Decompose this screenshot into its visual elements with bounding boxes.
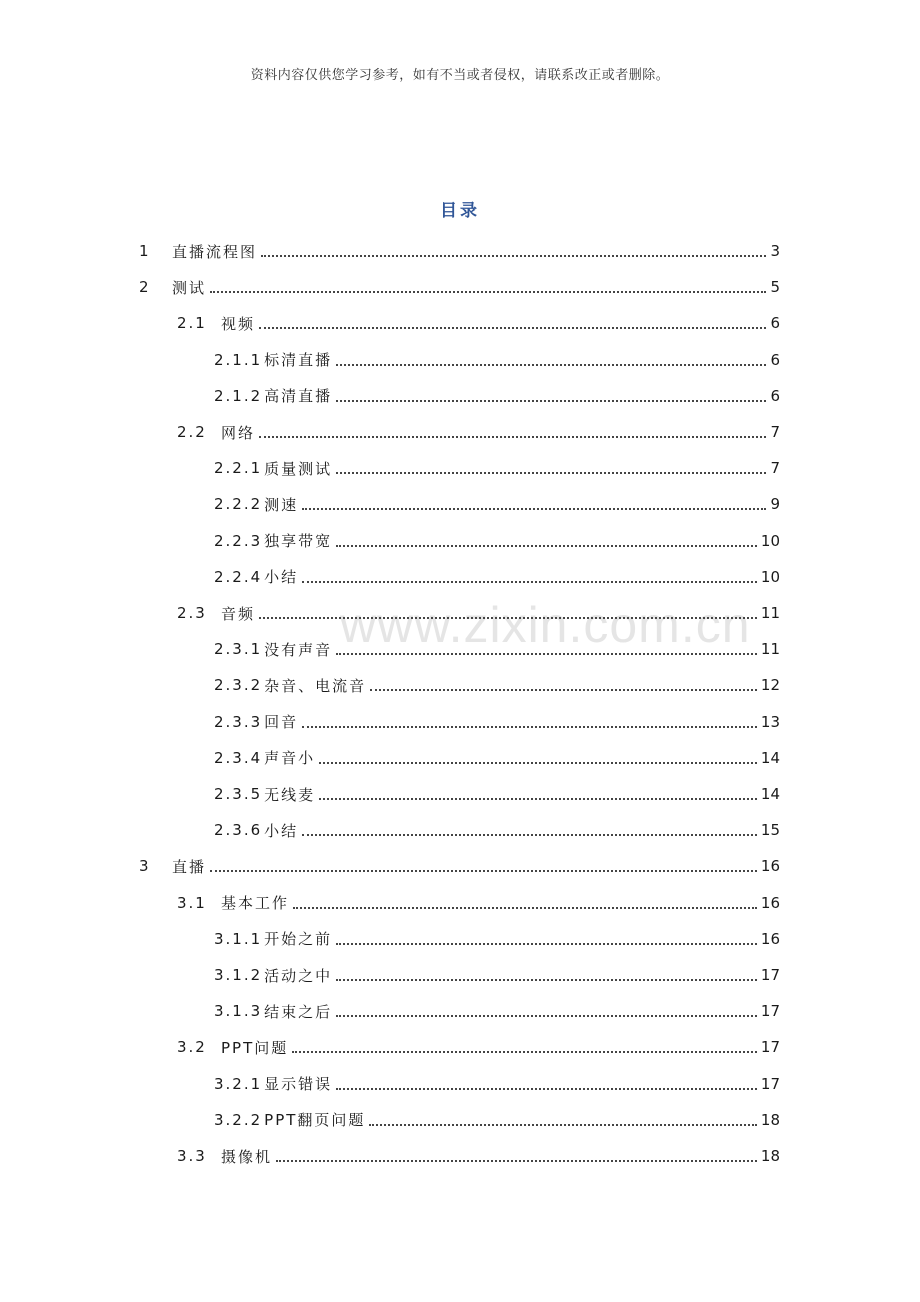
toc-dot-leader [336, 1088, 757, 1090]
toc-entry[interactable] [214, 776, 780, 812]
toc-entry[interactable] [139, 233, 780, 269]
toc-dot-leader [336, 653, 757, 655]
toc-entry-page: 13 [760, 712, 780, 731]
toc-entry-title: 独享带宽 [264, 532, 333, 551]
toc-dot-leader [302, 508, 766, 510]
toc-entry-number: 2.1.1 [214, 350, 263, 369]
toc-entry[interactable] [177, 1029, 780, 1065]
toc-entry-page: 10 [760, 567, 780, 586]
toc-entry-page: 16 [760, 893, 780, 912]
toc-entry-title: 标清直播 [264, 351, 333, 370]
toc-entry-title: 小结 [264, 568, 299, 587]
toc-dot-leader [336, 472, 766, 474]
toc-entry-title: 开始之前 [264, 930, 333, 949]
toc-entry-page: 5 [770, 278, 780, 297]
toc-entry-title: 摄像机 [221, 1147, 273, 1166]
toc-entry[interactable] [177, 414, 780, 450]
toc-entry[interactable] [214, 921, 780, 957]
toc-entry-title: PPT问题 [221, 1038, 289, 1057]
toc-entry-title: PPT翻页问题 [264, 1111, 366, 1130]
header-disclaimer: 资料内容仅供您学习参考，如有不当或者侵权，请联系改正或者删除。 [250, 68, 670, 83]
toc-entry-number: 2.3.1 [214, 640, 263, 659]
toc-entry-title: 杂音、电流音 [264, 676, 367, 695]
toc-entry-number: 2.2 [177, 423, 207, 441]
toc-dot-leader [336, 979, 757, 981]
toc-dot-leader [210, 291, 766, 293]
toc-entry-number: 3.2.2 [214, 1110, 263, 1129]
toc-entry-number: 3 [139, 857, 151, 876]
toc-entry-number: 3.2 [177, 1038, 207, 1057]
toc-dot-leader [293, 907, 757, 909]
toc-entry[interactable] [214, 740, 780, 776]
toc-entry-page: 16 [760, 929, 780, 948]
toc-dot-leader [370, 689, 757, 691]
toc-entry-title: 没有声音 [264, 640, 333, 659]
toc-entry[interactable] [177, 595, 780, 631]
toc-entry-number: 3.1.2 [214, 966, 263, 984]
toc-entry-page: 6 [770, 386, 780, 405]
toc-entry-page: 6 [770, 314, 780, 333]
toc-entry[interactable] [177, 885, 780, 921]
toc-entry-number: 2.3.6 [214, 821, 263, 840]
toc-dot-leader [336, 943, 757, 945]
toc-entry-page: 16 [760, 857, 780, 876]
toc-entry-title: 声音小 [264, 749, 316, 768]
toc-entry-page: 9 [770, 495, 780, 514]
toc-entry-number: 2.2.2 [214, 495, 263, 514]
toc-entry-number: 3.1.1 [214, 929, 263, 948]
toc-entry-page: 7 [770, 423, 780, 441]
toc-dot-leader [336, 364, 766, 366]
toc-entry-page: 17 [760, 966, 780, 984]
toc-dot-leader [319, 762, 757, 764]
toc-entry[interactable] [214, 378, 780, 414]
toc-entry[interactable] [139, 269, 780, 305]
toc-dot-leader [259, 617, 757, 619]
toc-entry-number: 2.3.3 [214, 712, 263, 731]
toc-entry-page: 14 [760, 785, 780, 803]
toc-entry-title: 显示错误 [264, 1075, 333, 1094]
toc-dot-leader [319, 798, 757, 800]
toc-entry-number: 2 [139, 278, 151, 297]
toc-entry-title: 回音 [264, 713, 299, 732]
toc-entry[interactable] [214, 631, 780, 667]
toc-entry[interactable] [214, 523, 780, 559]
toc-entry-page: 6 [770, 350, 780, 369]
toc-dot-leader [336, 1015, 757, 1017]
toc-entry[interactable] [214, 1102, 780, 1138]
toc-dot-leader [336, 400, 766, 402]
toc-entry-number: 3.1 [177, 893, 207, 912]
toc-entry-title: 活动之中 [264, 966, 333, 985]
toc-entry-title: 无线麦 [264, 785, 316, 804]
toc-entry-number: 2.3.5 [214, 785, 263, 803]
toc-dot-leader [259, 327, 766, 329]
toc-entry[interactable] [177, 1138, 780, 1174]
toc-title: 目录 [440, 201, 480, 221]
toc-entry[interactable] [214, 559, 780, 595]
toc-entry-title: 测试 [172, 278, 207, 297]
toc-dot-leader [261, 255, 766, 257]
watermark: www.zixin.com.cn [340, 597, 751, 653]
toc-entry-page: 17 [760, 1002, 780, 1021]
toc-entry-page: 15 [760, 821, 780, 840]
toc-entry-page: 11 [760, 604, 780, 622]
toc-entry-number: 3.2.1 [214, 1074, 263, 1093]
toc-entry-page: 17 [760, 1074, 780, 1093]
toc-entry-number: 2.2.4 [214, 567, 263, 586]
toc-dot-leader [302, 834, 757, 836]
toc-entry-page: 3 [770, 242, 780, 260]
toc-entry-page: 18 [760, 1110, 780, 1129]
toc-entry-number: 2.3.2 [214, 676, 263, 695]
toc-entry-title: 测速 [264, 495, 299, 514]
toc-entry-title: 小结 [264, 821, 299, 840]
toc-entry[interactable] [177, 305, 780, 341]
toc-entry-title: 基本工作 [221, 894, 290, 913]
toc-entry-number: 2.2.1 [214, 459, 263, 478]
toc-entry-title: 质量测试 [264, 459, 333, 478]
toc-entry[interactable] [214, 704, 780, 740]
toc-entry[interactable] [214, 450, 780, 486]
toc-entry[interactable] [139, 848, 780, 884]
toc-entry[interactable] [214, 342, 780, 378]
toc-entry-number: 2.3 [177, 604, 207, 622]
toc-dot-leader [276, 1160, 757, 1162]
toc-dot-leader [210, 870, 757, 872]
toc-entry-title: 视频 [221, 314, 256, 333]
toc-entry-page: 17 [760, 1038, 780, 1057]
toc-dot-leader [302, 581, 757, 583]
toc-entry[interactable] [214, 812, 780, 848]
toc-entry[interactable] [214, 993, 780, 1029]
toc-entry[interactable] [214, 486, 780, 522]
toc-dot-leader [369, 1124, 756, 1126]
toc-entry-page: 11 [760, 640, 780, 659]
toc-entry-title: 直播流程图 [172, 242, 258, 261]
toc-entry[interactable] [214, 957, 780, 993]
toc-entry-number: 3.3 [177, 1147, 207, 1165]
toc-entry-page: 12 [760, 676, 780, 695]
toc-entry-number: 3.1.3 [214, 1002, 263, 1021]
toc-entry-title: 网络 [221, 423, 256, 442]
toc-entry[interactable] [214, 1066, 780, 1102]
toc-entry-number: 1 [139, 242, 151, 260]
toc-dot-leader [259, 436, 766, 438]
toc-entry-number: 2.3.4 [214, 748, 263, 767]
toc-entry-page: 7 [770, 459, 780, 478]
toc-entry-title: 高清直播 [264, 387, 333, 406]
toc-entry-page: 14 [760, 748, 780, 767]
toc-entry-title: 音频 [221, 604, 256, 623]
toc-entry-number: 2.1.2 [214, 386, 263, 405]
toc-entry-title: 结束之后 [264, 1002, 333, 1021]
toc-entry[interactable] [214, 667, 780, 703]
toc-entry-title: 直播 [172, 857, 207, 876]
toc-entry-page: 10 [760, 531, 780, 550]
toc-dot-leader [292, 1051, 757, 1053]
toc-entry-page: 18 [760, 1147, 780, 1165]
toc-dot-leader [302, 726, 757, 728]
toc-entry-number: 2.1 [177, 314, 207, 333]
toc-dot-leader [336, 545, 757, 547]
toc-entry-number: 2.2.3 [214, 531, 263, 550]
